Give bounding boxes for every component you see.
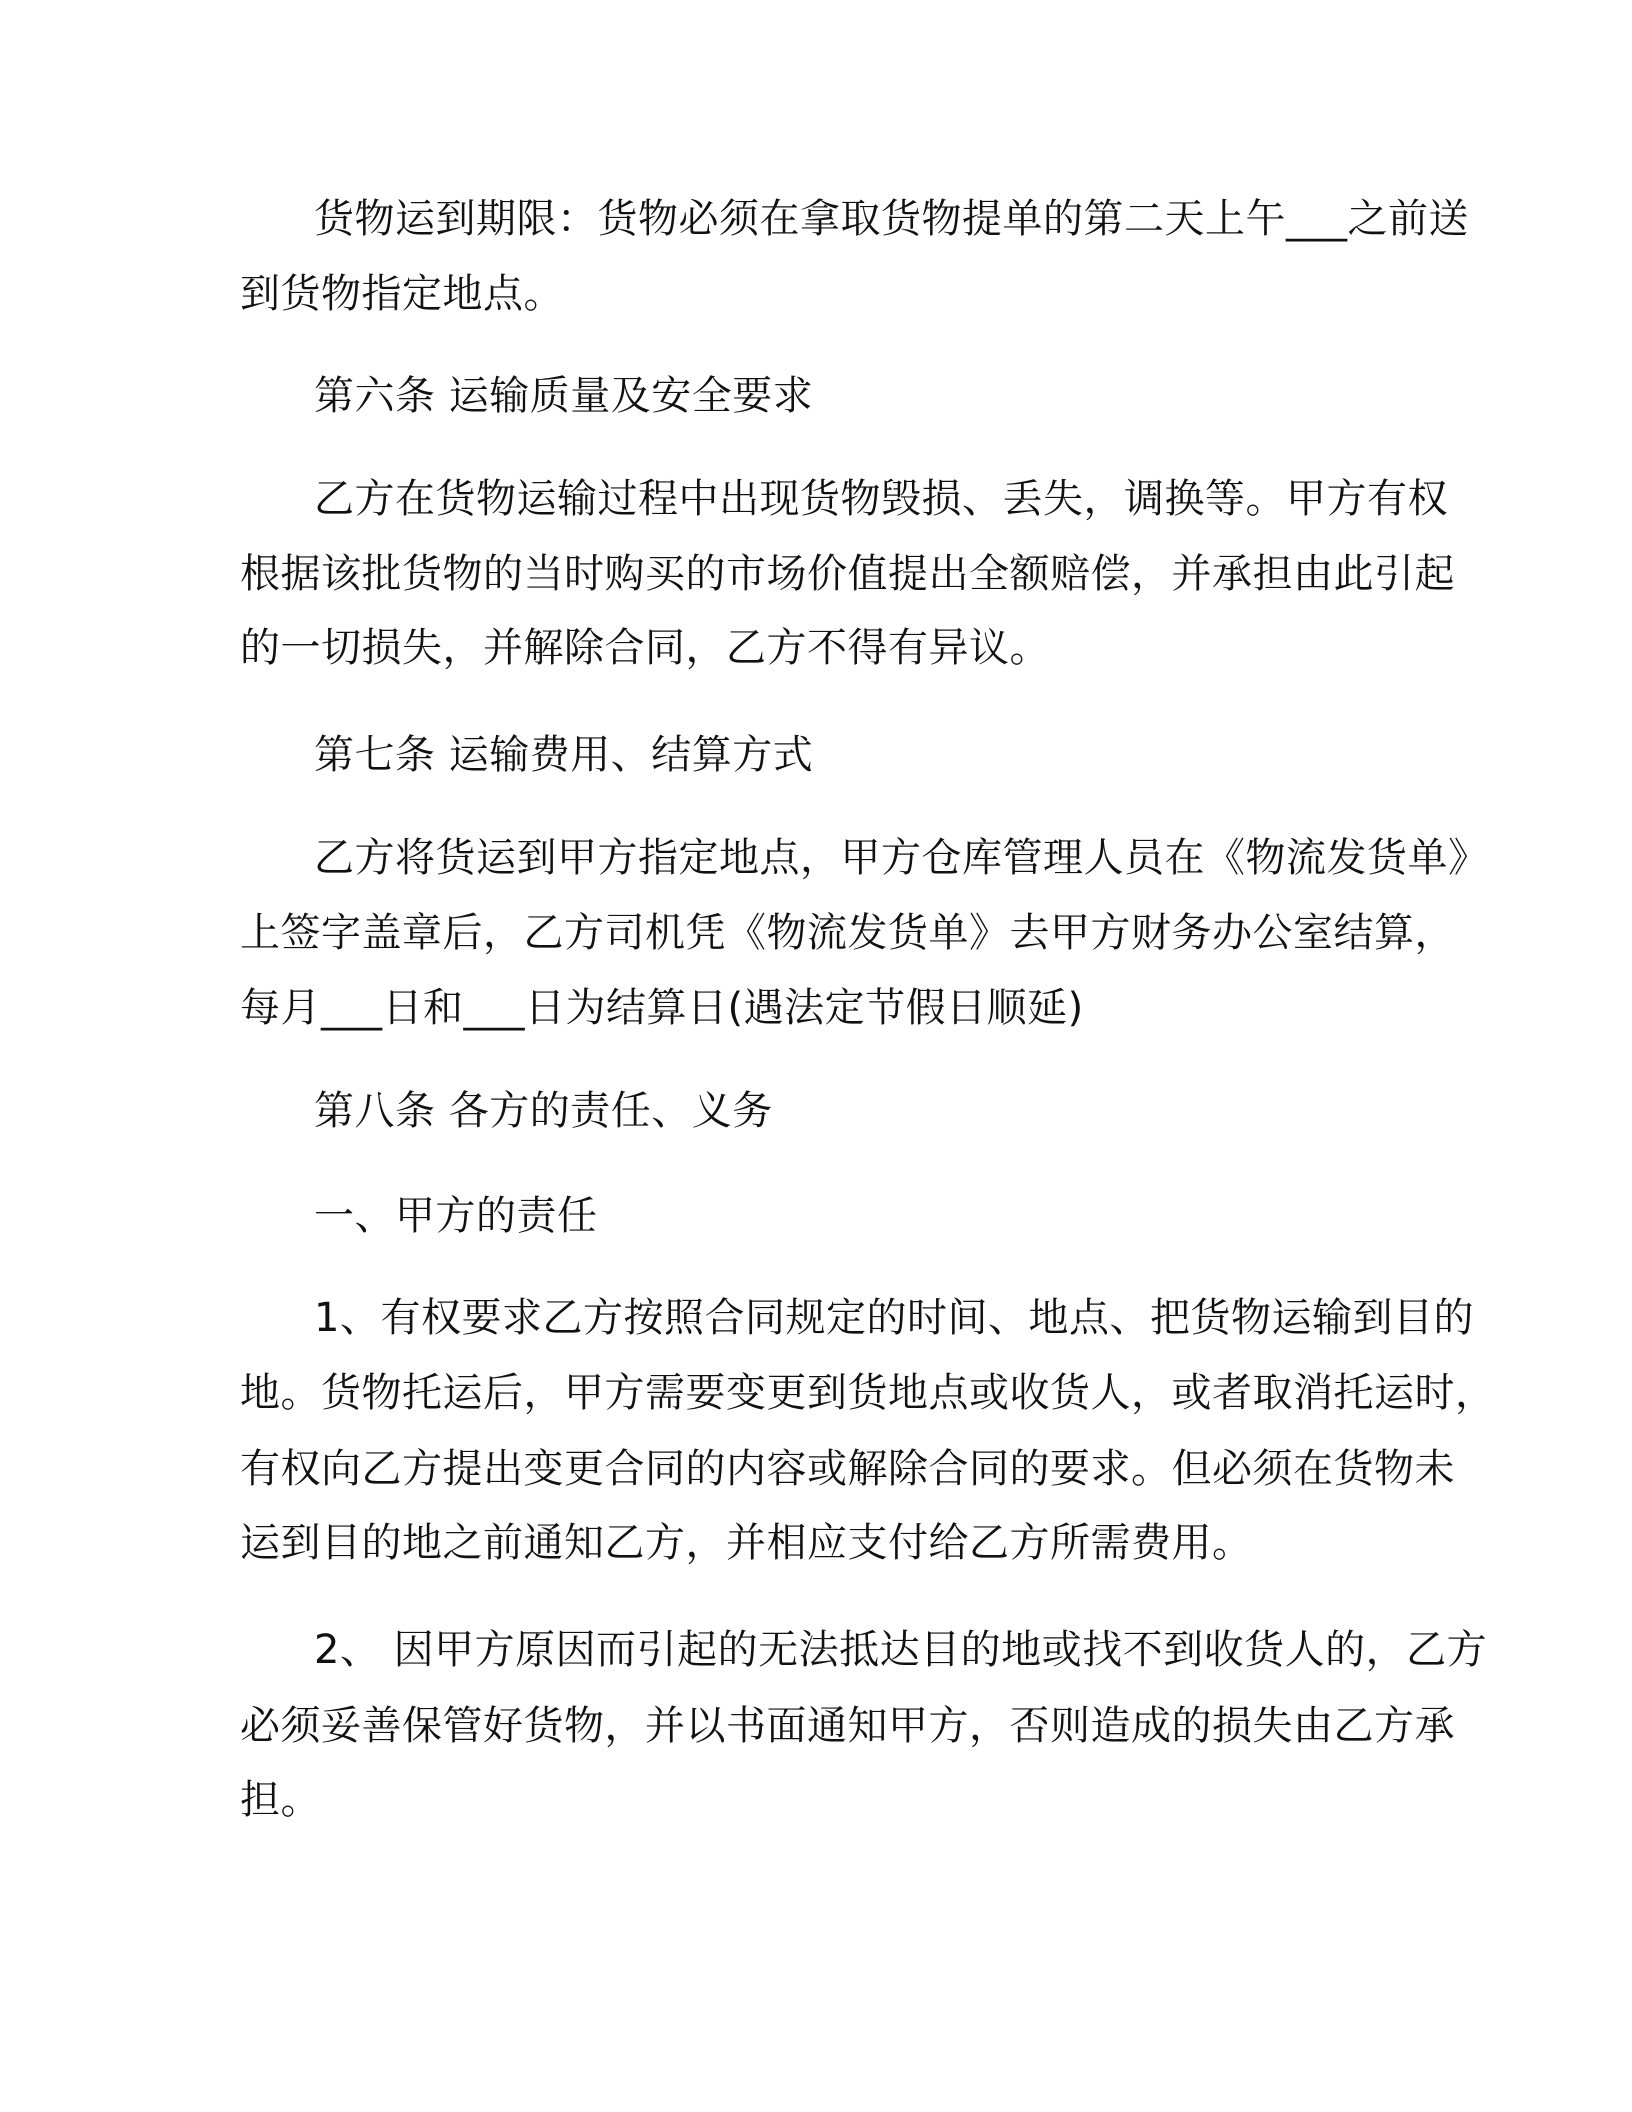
section-heading-article-6: 第六条 运输质量及安全要求 bbox=[314, 373, 814, 419]
paragraph-article-6-line-1: 乙方在货物运输过程中出现货物毁损、丢失，调换等。甲方有权 bbox=[314, 476, 1448, 522]
paragraph-item-2-line-1: 2、 因甲方原因而引起的无法抵达目的地或找不到收货人的，乙方 bbox=[314, 1627, 1488, 1673]
paragraph-article-7-line-1: 乙方将货运到甲方指定地点，甲方仓库管理人员在《物流发货单》 bbox=[314, 835, 1489, 881]
paragraph-item-2-line-3: 担。 bbox=[240, 1777, 321, 1823]
paragraph-item-2-line-2: 必须妥善保管好货物，并以书面通知甲方，否则造成的损失由乙方承 bbox=[240, 1703, 1455, 1749]
paragraph-item-1-line-2: 地。货物托运后，甲方需要变更到货地点或收货人，或者取消托运时， bbox=[240, 1370, 1496, 1416]
paragraph-article-7-line-2: 上签字盖章后，乙方司机凭《物流发货单》去甲方财务办公室结算， bbox=[240, 910, 1455, 956]
paragraph-article-7-line-3: 每月___日和___日为结算日(遇法定节假日顺延) bbox=[240, 985, 1084, 1031]
paragraph-article-6-line-3: 的一切损失，并解除合同，乙方不得有异议。 bbox=[240, 625, 1050, 671]
paragraph-item-1-line-1: 1、有权要求乙方按照合同规定的时间、地点、把货物运输到目的 bbox=[314, 1295, 1474, 1341]
paragraph-delivery-deadline-line-2: 到货物指定地点。 bbox=[240, 271, 564, 317]
subsection-heading-party-a: 一、甲方的责任 bbox=[314, 1193, 598, 1239]
paragraph-item-1-line-4: 运到目的地之前通知乙方，并相应支付给乙方所需费用。 bbox=[240, 1520, 1253, 1566]
paragraph-item-1-line-3: 有权向乙方提出变更合同的内容或解除合同的要求。但必须在货物未 bbox=[240, 1446, 1455, 1492]
section-heading-article-8: 第八条 各方的责任、义务 bbox=[314, 1088, 773, 1134]
paragraph-article-6-line-2: 根据该批货物的当时购买的市场价值提出全额赔偿，并承担由此引起 bbox=[240, 551, 1455, 597]
section-heading-article-7: 第七条 运输费用、结算方式 bbox=[314, 732, 814, 778]
paragraph-delivery-deadline-line-1: 货物运到期限：货物必须在拿取货物提单的第二天上午___之前送 bbox=[314, 196, 1469, 242]
